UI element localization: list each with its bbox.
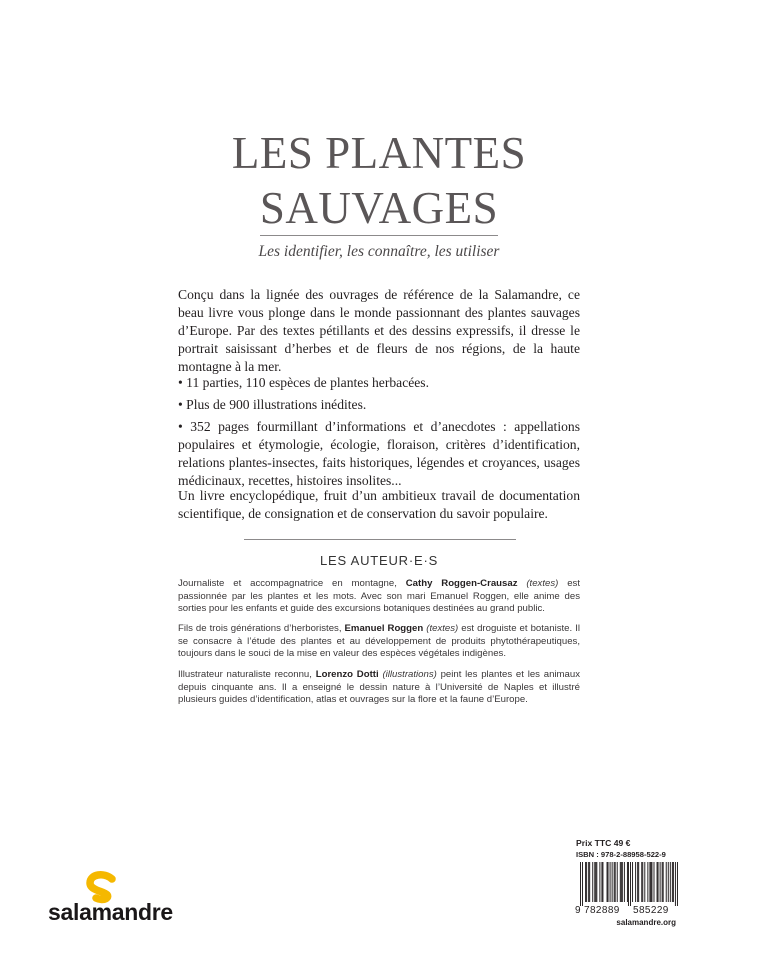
author-role: (textes) [426, 623, 459, 634]
barcode-bar [595, 862, 596, 902]
barcode-digits-group-2: 585229 [633, 905, 669, 916]
title-divider [260, 235, 498, 236]
authors-heading: LES AUTEUR·E·S [319, 553, 439, 568]
barcode-bar [622, 862, 623, 902]
barcode-bar [670, 862, 671, 902]
barcode [580, 862, 678, 906]
barcode-bar [620, 862, 621, 902]
barcode-bar [635, 862, 636, 902]
author-name: Emanuel Roggen [344, 623, 424, 634]
author-name: Cathy Roggen-Crausaz [405, 578, 518, 589]
barcode-bar [660, 862, 661, 902]
book-title-line-1: LES PLANTES [231, 128, 527, 178]
barcode-bar [630, 862, 631, 906]
barcode-bar [651, 862, 652, 902]
book-title-line-2: SAUVAGES [259, 183, 499, 233]
description-closing: Un livre encyclopédique, fruit d’un ambitieux travail de documentation scientifique, de consignation et de conservation du savoir populaire. [178, 488, 580, 522]
price-label: Prix TTC 49 € [576, 838, 631, 848]
barcode-digit-lead: 9 [575, 905, 581, 916]
barcode-bar [586, 862, 587, 902]
barcode-bar [642, 862, 643, 902]
barcode-digits-group-1: 782889 [584, 905, 620, 916]
barcode-bar [582, 862, 583, 906]
barcode-bar [608, 862, 609, 902]
author-name: Lorenzo Dotti [315, 669, 379, 680]
book-title [0, 129, 758, 233]
author-role: (illustrations) [382, 669, 437, 680]
description-intro: Conçu dans la lignée des ouvrages de référence de la Salamandre, ce beau livre vous plonge dans le monde passionnant des plantes sauvages d’Europe. Par des textes pétillants et des dessins expressifs, il dresse le portrait saisissant d’herbes et de fleurs de nos régions, de la haute montagne à la mer. [178, 287, 580, 375]
author-role: (textes) [526, 578, 559, 589]
barcode-bar [627, 862, 628, 902]
barcode-bar [637, 862, 638, 902]
barcode-bar [638, 862, 639, 902]
description-bullet-3: • 352 pages fourmillant d’informations et d’anecdotes : appellations populaires et étymologie, écologie, floraison, critères d’identification, relations plantes-insectes, faits historiques, légendes et croyances, usages médicinaux, recettes, histoires insolites... [178, 419, 580, 489]
description-bullet-1: • 11 parties, 110 espèces de plantes herbacées. [178, 375, 429, 390]
barcode-bar [615, 862, 616, 902]
barcode-bar [657, 862, 658, 902]
barcode-bar [662, 862, 663, 902]
barcode-bar [610, 862, 611, 902]
barcode-bar [644, 862, 645, 902]
description-bullet-2: • Plus de 900 illustrations inédites. [178, 397, 367, 412]
barcode-bar [621, 862, 622, 902]
barcode-bar [596, 862, 597, 902]
barcode-bar [658, 862, 659, 902]
barcode-bar [672, 862, 673, 902]
barcode-bar [599, 862, 600, 902]
barcode-bar [614, 862, 615, 902]
barcode-bar [663, 862, 664, 902]
barcode-bar [624, 862, 625, 902]
isbn-label: ISBN : 978-2-88958-522-9 [576, 850, 666, 859]
barcode-bar [589, 862, 590, 902]
barcode-bar [607, 862, 608, 902]
book-subtitle: Les identifier, les connaître, les utiliser [258, 243, 500, 260]
section-divider [244, 539, 516, 540]
barcode-bar [675, 862, 676, 906]
barcode-bar [677, 862, 678, 906]
barcode-bar [602, 862, 603, 902]
barcode-bar [594, 862, 595, 902]
author-bio-lorenzo: Illustrateur naturaliste reconnu, Lorenzo Dotti (illustrations) peint les plantes et les animaux depuis cinquante ans. Il a enseigné le dessin nature à l’Université de Naples et illustré plusieurs guides d’identification, atlas et ouvrages sur la flore et la faune d’Europe. [178, 669, 580, 706]
barcode-bar [649, 862, 650, 902]
author-bio-emanuel: Fils de trois générations d’herboristes, Emanuel Roggen (textes) est droguiste et botaniste. Il se consacre à l’étude des plantes et au développement de produits phytothérapeutiques, toujours dans le souci de la mise en valeur des espèces végétales indigènes. [178, 623, 580, 660]
barcode-bar [580, 862, 581, 906]
barcode-bar [668, 862, 669, 902]
author-bio-cathy: Journaliste et accompagnatrice en montagne, Cathy Roggen-Crausaz (textes) est passionnée par les plantes et les mots. Avec son mari Emanuel Roggen, elle anime des sorties pour les enfants et guide des excursions botaniques destinées au grand public. [178, 578, 581, 615]
barcode-bar [588, 862, 589, 902]
barcode-bar [654, 862, 655, 902]
publisher-website: salamandre.org [616, 918, 676, 927]
barcode-bar [628, 862, 629, 906]
barcode-bar [585, 862, 586, 902]
barcode-bar [632, 862, 633, 902]
barcode-bar [641, 862, 642, 902]
barcode-bar [612, 862, 613, 902]
barcode-bar [650, 862, 651, 902]
barcode-bar [617, 862, 618, 902]
publisher-name: salamandre [48, 899, 173, 925]
barcode-bar [666, 862, 667, 902]
barcode-bar [647, 862, 648, 902]
barcode-bar [601, 862, 602, 902]
barcode-bar [592, 862, 593, 902]
barcode-bar [673, 862, 674, 902]
